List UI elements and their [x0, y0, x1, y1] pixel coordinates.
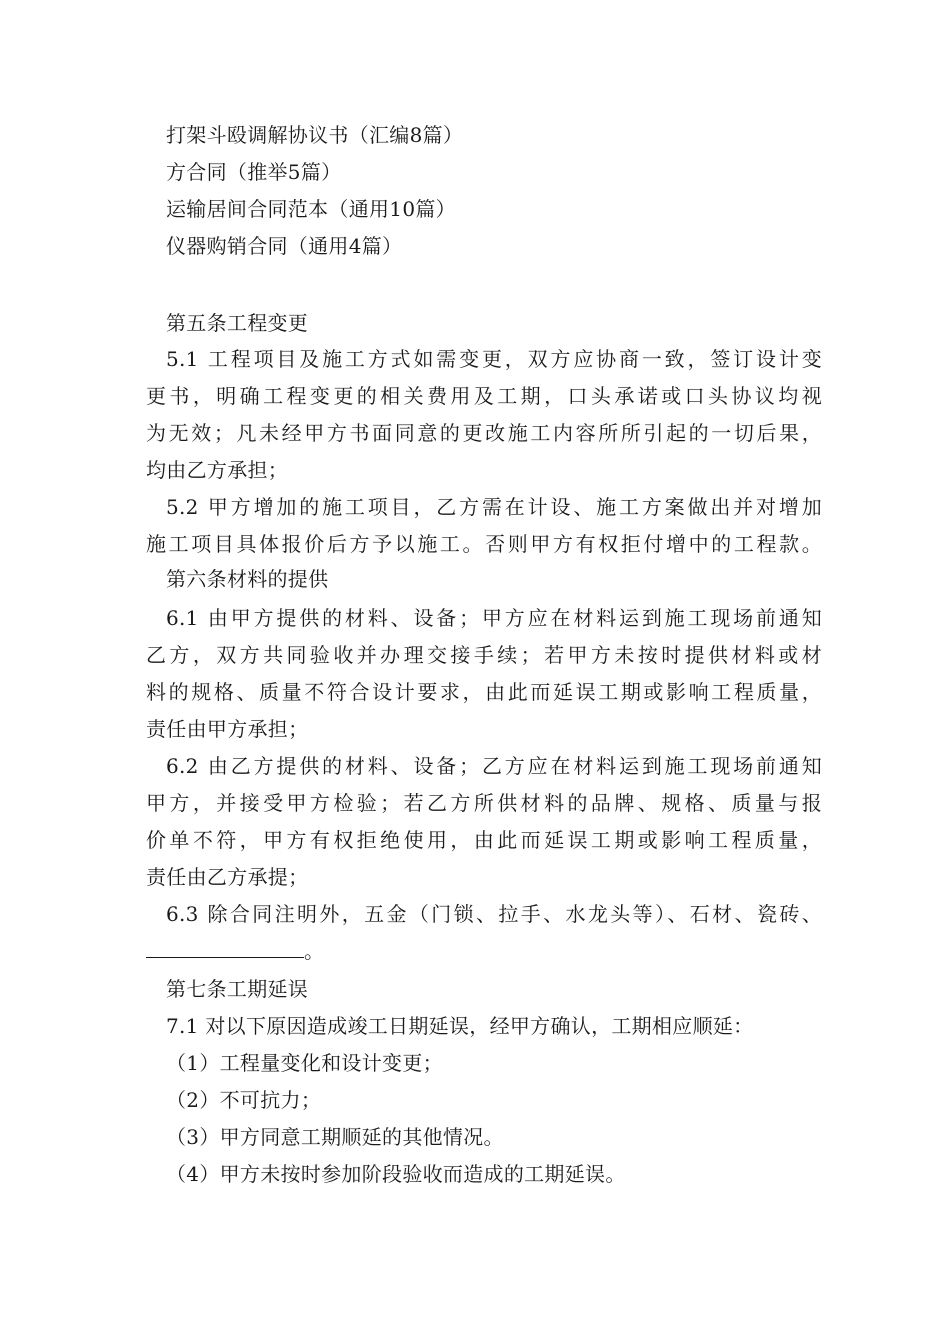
paragraph-line: 更书，明确工程变更的相关费用及工期，口头承诺或口头协议均视 — [146, 384, 822, 408]
article-heading: 第六条材料的提供 — [166, 567, 329, 591]
paragraph-line: 6.1 由甲方提供的材料、设备；甲方应在材料运到施工现场前通知 — [166, 606, 822, 630]
related-link[interactable]: 打架斗殴调解协议书（汇编8篇） — [166, 123, 464, 147]
paragraph-line: 6.3 除合同注明外，五金（门锁、拉手、水龙头等）、石材、瓷砖、 — [166, 902, 822, 926]
list-item: （1）工程量变化和设计变更； — [166, 1051, 443, 1075]
paragraph-line: 责任由乙方承提； — [146, 865, 309, 889]
article-heading: 第七条工期延误 — [166, 977, 309, 1001]
paragraph-line: 责任由甲方承担； — [146, 717, 309, 741]
paragraph-line: 均由乙方承担； — [146, 458, 289, 482]
related-link[interactable]: 仪器购销合同（通用4篇） — [166, 234, 403, 258]
blank-end-punctuation: 。 — [304, 939, 325, 963]
paragraph-line: 6.2 由乙方提供的材料、设备；乙方应在材料运到施工现场前通知 — [166, 754, 822, 778]
paragraph-line: 乙方，双方共同验收并办理交接手续；若甲方未按时提供材料或材 — [146, 643, 822, 667]
list-item: （4）甲方未按时参加阶段验收而造成的工期延误。 — [166, 1162, 626, 1186]
paragraph-line: 价单不符，甲方有权拒绝使用，由此而延误工期或影响工程质量， — [146, 828, 822, 852]
fill-in-blank — [146, 939, 304, 958]
article-heading: 第五条工程变更 — [166, 311, 309, 335]
paragraph-line: 甲方，并接受甲方检验；若乙方所供材料的品牌、规格、质量与报 — [146, 791, 822, 815]
related-link[interactable]: 方合同（推举5篇） — [166, 160, 342, 184]
paragraph-line: 5.1 工程项目及施工方式如需变更，双方应协商一致，签订设计变 — [166, 347, 822, 371]
paragraph-line — [146, 939, 324, 963]
list-item: （2）不可抗力； — [166, 1088, 322, 1112]
list-item: （3）甲方同意工期顺延的其他情况。 — [166, 1125, 504, 1149]
paragraph-line: 料的规格、质量不符合设计要求，由此而延误工期或影响工程质量， — [146, 680, 822, 704]
paragraph-line: 为无效；凡未经甲方书面同意的更改施工内容所所引起的一切后果， — [146, 421, 822, 445]
related-link[interactable]: 运输居间合同范本（通用10篇） — [166, 197, 456, 221]
paragraph-line: 5.2 甲方增加的施工项目，乙方需在计设、施工方案做出并对增加 — [166, 495, 822, 519]
paragraph-line: 7.1 对以下原因造成竣工日期延误，经甲方确认，工期相应顺延： — [166, 1014, 754, 1038]
paragraph-line: 施工项目具体报价后方予以施工。否则甲方有权拒付增中的工程款。 — [146, 532, 822, 556]
